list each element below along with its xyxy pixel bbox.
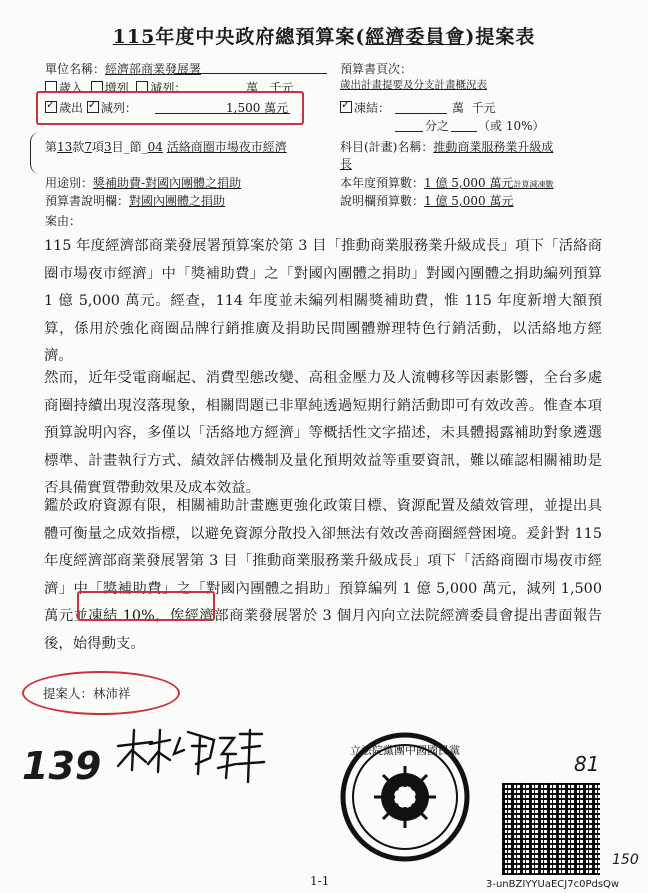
sec-xiang: 項: [91, 140, 104, 154]
document-code: 3-unBZIYYUaECJ7c0PdsQw: [486, 879, 620, 890]
freeze-row: [340, 99, 390, 116]
freeze-pct: （或 10%）: [478, 119, 545, 133]
section-row: 第13款7項3目_節_04 活絡商圈市場夜市經濟: [45, 140, 287, 154]
paragraph-2-text: 然而，近年受電商崛起、消費型態改變、高租金壓力及人流轉移等因素影響，全台多處商圈持續出現沒落現象，相關問題已非單純透過短期行銷活動即可有效改善。惟查本項預算說明內容，多僅以「活絡地方經濟」等概括性文字描述，未具體揭露補助對象遴選標準、計畫執行方式、績效評估機制及量化預期效益等重要資訊，難以確認相關補助是否具備實質帶動效果及成本效益。: [44, 370, 602, 496]
seal-stamp-icon: [338, 730, 472, 864]
title-committee: 經濟委員會: [365, 26, 466, 48]
seal-text: 立法院黨團中國國民黨: [350, 744, 460, 757]
handwritten-number-right-top: 81: [574, 752, 600, 776]
handwritten-number-right-bottom: 150: [612, 852, 639, 868]
note-amt-label: 說明欄預算數：: [340, 194, 425, 208]
unit-row: [45, 60, 201, 77]
use-row: [45, 174, 241, 191]
freeze-label: 凍結：: [354, 101, 391, 115]
this-year-row: [340, 174, 553, 191]
freeze-unit: [452, 99, 496, 116]
note-col-row: [45, 192, 225, 209]
unit-value: 經濟部商業發展署: [105, 62, 202, 76]
paragraph-3-text: 鑑於政府資源有限，相關補助計畫應更強化政策目標、資源配置及績效管理，並提出具體可衡量之成效指標，以避免資源分散投入卻無法有效改善商圈經營困境。爰針對 115 年度經濟部商業發展署第 3 目「推動商業服務業升級成長」項下「活絡商圈市場夜市經濟」中「獎補助費」之「對國內團體之捐助」預算編列 1 億 5,000 萬元，減列 1,500 萬元並凍結 10%，俟經濟部商業發展署於 3 個月內向立法院經濟委員會提出書面報告後，始得動支。: [44, 498, 602, 652]
proposer-row: [43, 684, 131, 702]
expense-label: 歲出: [59, 101, 84, 115]
expense-checkbox[interactable]: [45, 101, 57, 113]
title-post: )提案表: [465, 26, 536, 48]
subject-row: [340, 138, 553, 155]
sec-xiang-num: 3: [103, 140, 112, 154]
budget-page-value: 歲出計畫提要及分支計畫概況表: [340, 79, 487, 91]
unit-underline: [175, 73, 327, 74]
paragraph-1-text: 115 年度經濟部商業發展署預算案於第 3 目「推動商業服務業升級成長」項下「活絡商圈市場夜市經濟」中「獎補助費」之「對國內團體之捐助」對國內團體之捐助編列預算 1 億 5,000 萬元。經查，114 年度並未編列相關獎補助費，惟 115 年度新增大額預算，係用於強化商圈品牌行銷推廣及捐助民間團體辦理特色行銷活動，以活絡地方經濟。: [44, 238, 602, 364]
handwritten-number: 139: [22, 744, 102, 788]
cut-top-label: 減列：: [150, 81, 187, 95]
qr-code-icon: [502, 783, 600, 875]
subject-value: 推動商業服務業升級成: [433, 140, 554, 154]
bracket: [30, 132, 41, 174]
subject-value-2: 長: [340, 157, 353, 171]
qian-label: 千元: [269, 81, 294, 95]
freeze-checkbox[interactable]: [340, 101, 352, 113]
subject-label: 科目(計畫)名稱：: [340, 140, 434, 154]
proposer-name: 林沛祥: [93, 686, 131, 701]
freeze-frac-line-2: [451, 131, 477, 132]
this-year-value: 1 億 5,000 萬元: [424, 176, 514, 190]
page-number: 1-1: [310, 874, 330, 888]
freeze-underline: [395, 113, 447, 114]
unit-label: 單位名稱：: [45, 62, 106, 76]
use-value: 獎補助費-對國內團體之捐助: [93, 176, 242, 190]
cut-label: 減列：: [100, 101, 137, 115]
this-year-note: 計算減凍數: [513, 180, 554, 189]
sec-prefix: 第: [45, 140, 58, 154]
body-cut-highlight: [77, 591, 215, 621]
add-label: 增列: [104, 81, 129, 95]
sec-jie-name: 活絡商圈市場夜市經濟: [166, 140, 287, 154]
body-paragraph-3: [44, 493, 602, 658]
cut-amount: 1,500 萬元: [226, 101, 289, 115]
use-label: 用途別：: [45, 176, 94, 190]
income-label: 歲入: [59, 81, 84, 95]
this-year-label: 本年度預算數：: [340, 176, 425, 190]
sec-kuan-num: 7: [84, 140, 92, 154]
budget-page-label: 預算書頁次：: [340, 62, 413, 76]
signature-icon: [110, 724, 270, 794]
body-paragraph-1: [44, 233, 602, 371]
sec-kuan: 款: [72, 140, 85, 154]
freeze-fraction: 分之: [425, 119, 450, 133]
sec-mu: 目: [111, 140, 124, 154]
freeze-wan: 萬: [452, 101, 465, 115]
sec-jie-num: 04: [147, 140, 163, 154]
sec-num: 13: [57, 140, 73, 154]
title-pre: 年度中央政府總預算案(: [155, 26, 366, 48]
sec-jie: 節: [129, 140, 142, 154]
freeze-qian: 千元: [471, 101, 496, 115]
reason-label: 案由：: [45, 214, 82, 228]
cut-checkbox[interactable]: [87, 101, 99, 113]
cut-amount-underline: [155, 113, 290, 114]
note-col-value: 對國內團體之捐助: [129, 194, 226, 208]
freeze-frac-line-1: [395, 131, 423, 132]
options-row-2: [45, 99, 137, 116]
page-title: [0, 22, 648, 49]
note-col-label: 預算書說明欄：: [45, 194, 130, 208]
note-amt-value: 1 億 5,000 萬元: [424, 194, 514, 208]
body-paragraph-2: [44, 365, 602, 503]
wan-label: 萬: [246, 81, 259, 95]
title-year: 115: [112, 26, 156, 48]
proposer-label: 提案人：: [43, 686, 94, 701]
note-amt-row: [340, 192, 513, 209]
